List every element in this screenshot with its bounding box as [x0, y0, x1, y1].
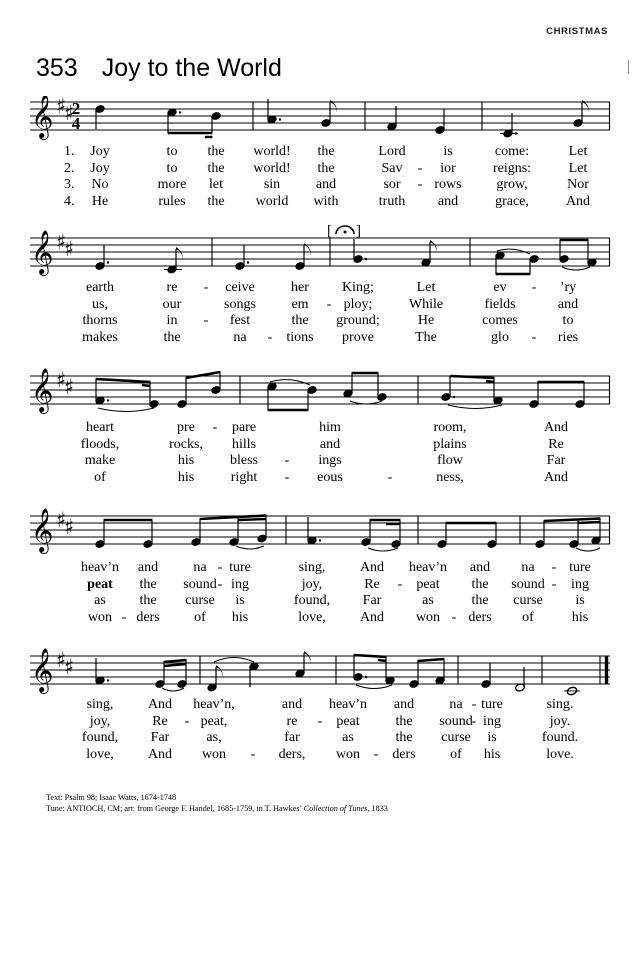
- lyric-word: Nor: [567, 177, 589, 192]
- lyric-word: ders,: [278, 746, 306, 762]
- lyric-word: ness,: [436, 469, 464, 485]
- lyric-word: peat: [416, 576, 440, 592]
- lyric-word: eous: [317, 469, 343, 485]
- lyric-hyphen: -: [184, 713, 190, 729]
- lyric-line: [0, 610, 640, 627]
- lyric-word: peat,: [200, 713, 228, 729]
- key-signature-2-sharps: [56, 648, 74, 679]
- lyric-word: sound: [439, 713, 473, 729]
- treble-clef: [31, 368, 53, 414]
- staff-3: [0, 362, 640, 418]
- lyric-word: Let: [568, 160, 588, 176]
- treble-clef: [31, 96, 53, 140]
- lyric-word: joy,: [301, 576, 323, 592]
- lyric-hyphen: -: [531, 329, 537, 345]
- lyric-word: heart: [86, 420, 114, 435]
- lyric-line: [0, 747, 640, 764]
- lyric-word: He: [417, 313, 435, 328]
- lyric-hyphen: -: [267, 329, 273, 345]
- lyric-word: re: [286, 713, 298, 729]
- lyric-line: [0, 453, 640, 470]
- lyric-word: The: [415, 329, 437, 345]
- svg-text:♯: ♯: [64, 375, 75, 399]
- lyric-hyphen: -: [326, 296, 332, 312]
- time-signature: [72, 99, 81, 133]
- lyric-word: sor: [383, 177, 401, 192]
- lyric-word: sin: [263, 177, 281, 192]
- lyric-word: joy.: [549, 713, 571, 729]
- key-signature-2-sharps: [56, 508, 74, 539]
- lyric-word: tions: [286, 329, 314, 345]
- lyric-word: his: [177, 469, 195, 485]
- lyric-line: [0, 437, 640, 454]
- lyric-word: ries: [557, 329, 579, 345]
- lyric-word: of: [194, 609, 206, 625]
- lyric-word: sound: [183, 576, 217, 592]
- lyric-word: fields: [484, 296, 516, 312]
- lyric-word: the: [207, 144, 225, 159]
- lyric-word: heav’n: [80, 560, 120, 575]
- lyric-hyphen: -: [417, 160, 423, 176]
- lyric-word: ior: [440, 160, 456, 176]
- music-system-4: [0, 502, 640, 558]
- lyric-word: He: [91, 193, 109, 209]
- lyric-hyphen: -: [317, 713, 323, 729]
- svg-text:]: ]: [356, 223, 361, 239]
- lyric-hyphen: -: [373, 746, 379, 762]
- treble-clef: [31, 648, 53, 694]
- lyric-word: and: [469, 560, 491, 575]
- lyric-word: peat: [87, 576, 113, 592]
- lyric-word: won: [415, 609, 441, 625]
- music-system-2: [0, 222, 640, 278]
- lyric-word: ture: [229, 560, 251, 575]
- lyric-word: found,: [293, 593, 331, 608]
- lyric-word: earth: [86, 280, 114, 295]
- lyric-word: Let: [416, 280, 436, 295]
- lyric-line: [0, 297, 640, 314]
- lyric-word: and: [319, 436, 341, 452]
- svg-text:𝄞: 𝄞: [31, 368, 54, 412]
- lyric-word: as: [94, 593, 106, 608]
- svg-text:♯: ♯: [64, 515, 75, 539]
- notes-4: [95, 516, 601, 552]
- attribution-tune-a: ANTIOCH, CM; arr. from George F. Handel, 1685-1759, in T. Hawkes’: [66, 804, 304, 813]
- svg-text:[: [: [327, 223, 332, 239]
- lyric-word: Far: [362, 593, 382, 608]
- lyric-word: Far: [546, 453, 566, 468]
- lyric-word: the: [471, 576, 489, 592]
- lyric-hyphen: -: [203, 313, 209, 328]
- svg-text:𝄞: 𝄞: [31, 96, 54, 138]
- lyric-word: the: [395, 713, 413, 729]
- lyric-word: heav’n,: [193, 697, 235, 712]
- lyric-word: the: [207, 160, 225, 176]
- lyric-word: rocks,: [169, 436, 203, 452]
- lyric-word: won: [201, 746, 227, 762]
- lyric-word: re: [166, 280, 178, 295]
- lyric-word: na: [193, 560, 207, 575]
- notes-1: [95, 99, 589, 138]
- lyric-hyphen: -: [250, 746, 256, 762]
- treble-clef: [31, 508, 53, 554]
- lyric-word: na: [449, 697, 463, 712]
- lyric-word: ders: [468, 609, 492, 625]
- lyric-hyphen: -: [417, 177, 423, 192]
- lyric-word: his: [231, 609, 249, 625]
- staff-1: [0, 96, 640, 142]
- lyric-word: as: [342, 730, 354, 745]
- svg-text:♯: ♯: [64, 237, 75, 261]
- lyric-line: [0, 470, 640, 487]
- lyric-hyphen: -: [121, 609, 127, 625]
- lyric-word: as: [422, 593, 434, 608]
- lyric-word: Sav: [381, 160, 403, 176]
- lyric-word: and: [393, 697, 415, 712]
- lyric-word: world!: [253, 144, 291, 159]
- lyric-word: prove: [342, 329, 374, 345]
- lyric-hyphen: -: [217, 560, 223, 575]
- lyric-word: ev: [493, 280, 507, 295]
- lyric-word: and: [557, 296, 579, 312]
- lyric-word: bless: [230, 453, 258, 468]
- lyric-word: truth: [378, 193, 406, 209]
- svg-text:♯: ♯: [56, 230, 67, 254]
- lyric-word: to: [166, 160, 178, 176]
- svg-text:♯: ♯: [56, 96, 67, 118]
- lyric-word: na: [233, 329, 247, 345]
- lyric-line: [0, 280, 640, 297]
- verse-number: 4.: [64, 193, 75, 209]
- svg-text:♯: ♯: [64, 655, 75, 679]
- lyric-hyphen: -: [212, 420, 218, 435]
- lyric-hyphen: -: [451, 609, 457, 625]
- lyric-word: in: [166, 313, 178, 328]
- lyric-word: Let: [568, 144, 588, 159]
- lyric-word: world!: [253, 160, 291, 176]
- lyric-word: And: [543, 420, 569, 435]
- lyric-hyphen: -: [531, 280, 537, 295]
- lyric-word: songs: [224, 296, 256, 312]
- attribution-tune-b: , 1833: [367, 804, 388, 813]
- lyric-word: won: [87, 609, 113, 625]
- lyric-word: ders: [136, 609, 160, 625]
- lyric-line: [0, 161, 640, 178]
- lyric-word: em: [291, 296, 309, 312]
- lyric-word: No: [91, 177, 109, 192]
- lyric-word: Re: [548, 436, 564, 452]
- lyric-word: And: [147, 746, 173, 762]
- notes-2: [95, 239, 597, 274]
- lyric-line: [0, 313, 640, 330]
- lyric-line: [0, 730, 640, 747]
- svg-text:4: 4: [71, 114, 81, 133]
- lyric-word: and: [137, 560, 159, 575]
- lyric-word: flow: [437, 453, 463, 468]
- lyric-word: ture: [481, 697, 503, 712]
- music-system-1: [0, 96, 640, 142]
- lyric-word: joy,: [89, 713, 111, 729]
- lyric-word: won: [335, 746, 361, 762]
- lyrics-system-4: [0, 560, 640, 626]
- svg-text:𝄞: 𝄞: [31, 648, 54, 692]
- lyric-line: [0, 560, 640, 577]
- lyric-word: and: [437, 193, 459, 209]
- bracketed-fermata-mark: [327, 223, 361, 239]
- lyric-line: [0, 697, 640, 714]
- music-system-5: [0, 640, 640, 698]
- lyric-word: And: [359, 609, 385, 625]
- lyric-word: While: [408, 296, 444, 312]
- lyric-word: grow,: [496, 177, 528, 192]
- lyric-word: curse: [513, 593, 543, 608]
- notes-3: [95, 372, 585, 412]
- lyric-word: our: [162, 296, 182, 312]
- lyric-word: the: [291, 313, 309, 328]
- lyric-word: world: [255, 193, 289, 209]
- lyrics-system-3: [0, 420, 640, 486]
- lyric-hyphen: -: [217, 576, 223, 592]
- page-title: [36, 54, 282, 83]
- lyric-hyphen: -: [203, 280, 209, 295]
- lyric-line: [0, 420, 640, 437]
- lyric-line: [0, 177, 640, 194]
- lyric-word: more: [157, 177, 187, 192]
- lyric-word: ings: [318, 453, 342, 468]
- lyric-word: makes: [82, 329, 118, 345]
- lyric-word: with: [313, 193, 339, 209]
- lyric-word: is: [487, 730, 497, 745]
- lyric-word: Joy: [90, 160, 110, 176]
- lyric-word: King;: [342, 280, 374, 295]
- lyric-word: us,: [92, 296, 108, 312]
- hymn-number: 353: [36, 54, 78, 82]
- lyric-word: heav’n: [328, 697, 368, 712]
- lyric-word: love.: [546, 746, 574, 762]
- lyric-word: right: [230, 469, 258, 485]
- lyric-word: sound: [511, 576, 545, 592]
- lyric-word: pre: [177, 420, 195, 435]
- lyric-word: ders: [392, 746, 416, 762]
- attribution-text-line: [46, 792, 388, 803]
- lyric-word: is: [443, 144, 453, 159]
- lyric-hyphen: -: [471, 697, 477, 712]
- lyric-word: rules: [158, 193, 186, 209]
- lyric-line: [0, 714, 640, 731]
- lyric-word: make: [84, 453, 116, 468]
- lyric-word: reigns:: [492, 160, 532, 176]
- lyric-word: curse: [441, 730, 471, 745]
- lyric-word: him: [319, 420, 341, 435]
- svg-text:♯: ♯: [56, 368, 67, 392]
- section-header: CHRISTMAS: [546, 26, 608, 37]
- lyric-word: his: [483, 746, 501, 762]
- lyrics-system-2: [0, 280, 640, 346]
- lyric-word: floods,: [80, 436, 120, 452]
- lyric-word: ing: [571, 576, 589, 592]
- lyric-word: the: [317, 160, 335, 176]
- lyric-word: room,: [433, 420, 467, 435]
- lyric-word: ing: [231, 576, 249, 592]
- lyric-word: her: [291, 280, 309, 295]
- lyric-word: comes: [482, 313, 518, 328]
- staff-4: [0, 502, 640, 558]
- lyric-word: to: [166, 144, 178, 159]
- lyric-word: glo: [491, 329, 509, 345]
- lyric-word: found,: [81, 730, 119, 745]
- attribution: [46, 792, 388, 814]
- lyric-hyphen: -: [551, 576, 557, 592]
- attribution-tune-collection: Collection of Tunes: [303, 804, 368, 813]
- lyric-hyphen: -: [284, 453, 290, 468]
- svg-text:♯: ♯: [64, 101, 75, 125]
- svg-text:2: 2: [71, 99, 81, 118]
- notes-5: [95, 651, 580, 696]
- lyric-word: the: [471, 593, 489, 608]
- staff-2: [0, 222, 640, 278]
- verse-number: 3.: [64, 177, 75, 192]
- verse-number: 1.: [64, 144, 75, 159]
- lyric-word: rows: [434, 177, 462, 192]
- svg-text:𝄞: 𝄞: [31, 230, 54, 274]
- lyric-line: [0, 144, 640, 161]
- attribution-text-prefix: Text:: [46, 793, 65, 802]
- lyric-hyphen: -: [387, 469, 393, 485]
- lyric-word: Re: [152, 713, 168, 729]
- lyric-word: ground;: [336, 313, 380, 328]
- lyric-word: love,: [86, 746, 114, 762]
- lyric-word: heav’n: [408, 560, 448, 575]
- lyric-word: grace,: [495, 193, 529, 209]
- attribution-tune-prefix: Tune:: [46, 804, 67, 813]
- verse-number: 2.: [64, 160, 75, 176]
- lyric-word: is: [235, 593, 245, 608]
- lyric-word: Lord: [378, 144, 406, 159]
- svg-text:𝄞: 𝄞: [31, 508, 54, 552]
- lyric-word: ’ry: [559, 280, 577, 295]
- lyric-line: [0, 194, 640, 211]
- music-system-3: [0, 362, 640, 418]
- lyric-word: thorns: [82, 313, 118, 328]
- lyrics-system-1: [0, 144, 640, 210]
- lyric-word: sing.: [546, 697, 574, 712]
- lyric-line: [0, 577, 640, 594]
- key-signature-2-sharps: [56, 368, 74, 399]
- lyric-word: his: [177, 453, 195, 468]
- lyric-word: the: [139, 593, 157, 608]
- lyric-word: peat: [336, 713, 360, 729]
- lyric-word: the: [207, 193, 225, 209]
- lyric-word: hills: [231, 436, 257, 452]
- lyric-word: And: [147, 697, 173, 712]
- lyric-word: of: [522, 609, 534, 625]
- attribution-text-value: Psalm 98; Isaac Watts, 1674-1748: [64, 793, 177, 802]
- lyric-word: And: [543, 469, 569, 485]
- lyric-word: love,: [298, 609, 326, 625]
- lyric-hyphen: -: [471, 713, 477, 729]
- lyric-hyphen: -: [284, 469, 290, 485]
- page-edge-tick: [628, 60, 629, 74]
- lyric-word: ing: [483, 713, 501, 729]
- key-signature-2-sharps: [56, 230, 74, 261]
- lyric-word: of: [94, 469, 106, 485]
- lyric-word: curse: [185, 593, 215, 608]
- lyric-word: far: [284, 730, 300, 745]
- lyric-word: ploy;: [343, 296, 373, 312]
- lyric-word: sing,: [86, 697, 114, 712]
- lyric-line: [0, 593, 640, 610]
- lyric-word: the: [317, 144, 335, 159]
- lyric-word: the: [395, 730, 413, 745]
- lyric-word: the: [163, 329, 181, 345]
- lyric-word: ceive: [225, 280, 255, 295]
- treble-clef: [31, 230, 53, 276]
- lyric-word: na: [521, 560, 535, 575]
- lyric-word: And: [565, 193, 591, 209]
- lyric-word: Re: [364, 576, 380, 592]
- lyric-word: and: [281, 697, 303, 712]
- attribution-tune-line: [46, 803, 388, 814]
- hymn-title: Joy to the World: [101, 54, 282, 82]
- lyric-word: ture: [569, 560, 591, 575]
- lyrics-system-5: [0, 697, 640, 763]
- svg-text:♯: ♯: [56, 508, 67, 532]
- lyric-word: his: [571, 609, 589, 625]
- lyric-line: [0, 330, 640, 347]
- lyric-word: come:: [494, 144, 530, 159]
- lyric-hyphen: -: [551, 560, 557, 575]
- lyric-word: fest: [229, 313, 251, 328]
- lyric-word: plains: [433, 436, 467, 452]
- lyric-word: the: [139, 576, 157, 592]
- staff-5: [0, 640, 640, 698]
- lyric-word: as,: [206, 730, 222, 745]
- lyric-word: is: [575, 593, 585, 608]
- lyric-word: And: [359, 560, 385, 575]
- lyric-word: sing,: [298, 560, 326, 575]
- lyric-word: found.: [541, 730, 579, 745]
- lyric-word: of: [450, 746, 462, 762]
- lyric-word: to: [562, 313, 574, 328]
- lyric-word: pare: [231, 420, 257, 435]
- lyric-word: and: [315, 177, 337, 192]
- lyric-word: let: [209, 177, 223, 192]
- svg-text:♯: ♯: [56, 648, 67, 672]
- lyric-hyphen: -: [397, 576, 403, 592]
- lyric-word: Joy: [90, 144, 110, 159]
- lyric-word: Far: [150, 730, 170, 745]
